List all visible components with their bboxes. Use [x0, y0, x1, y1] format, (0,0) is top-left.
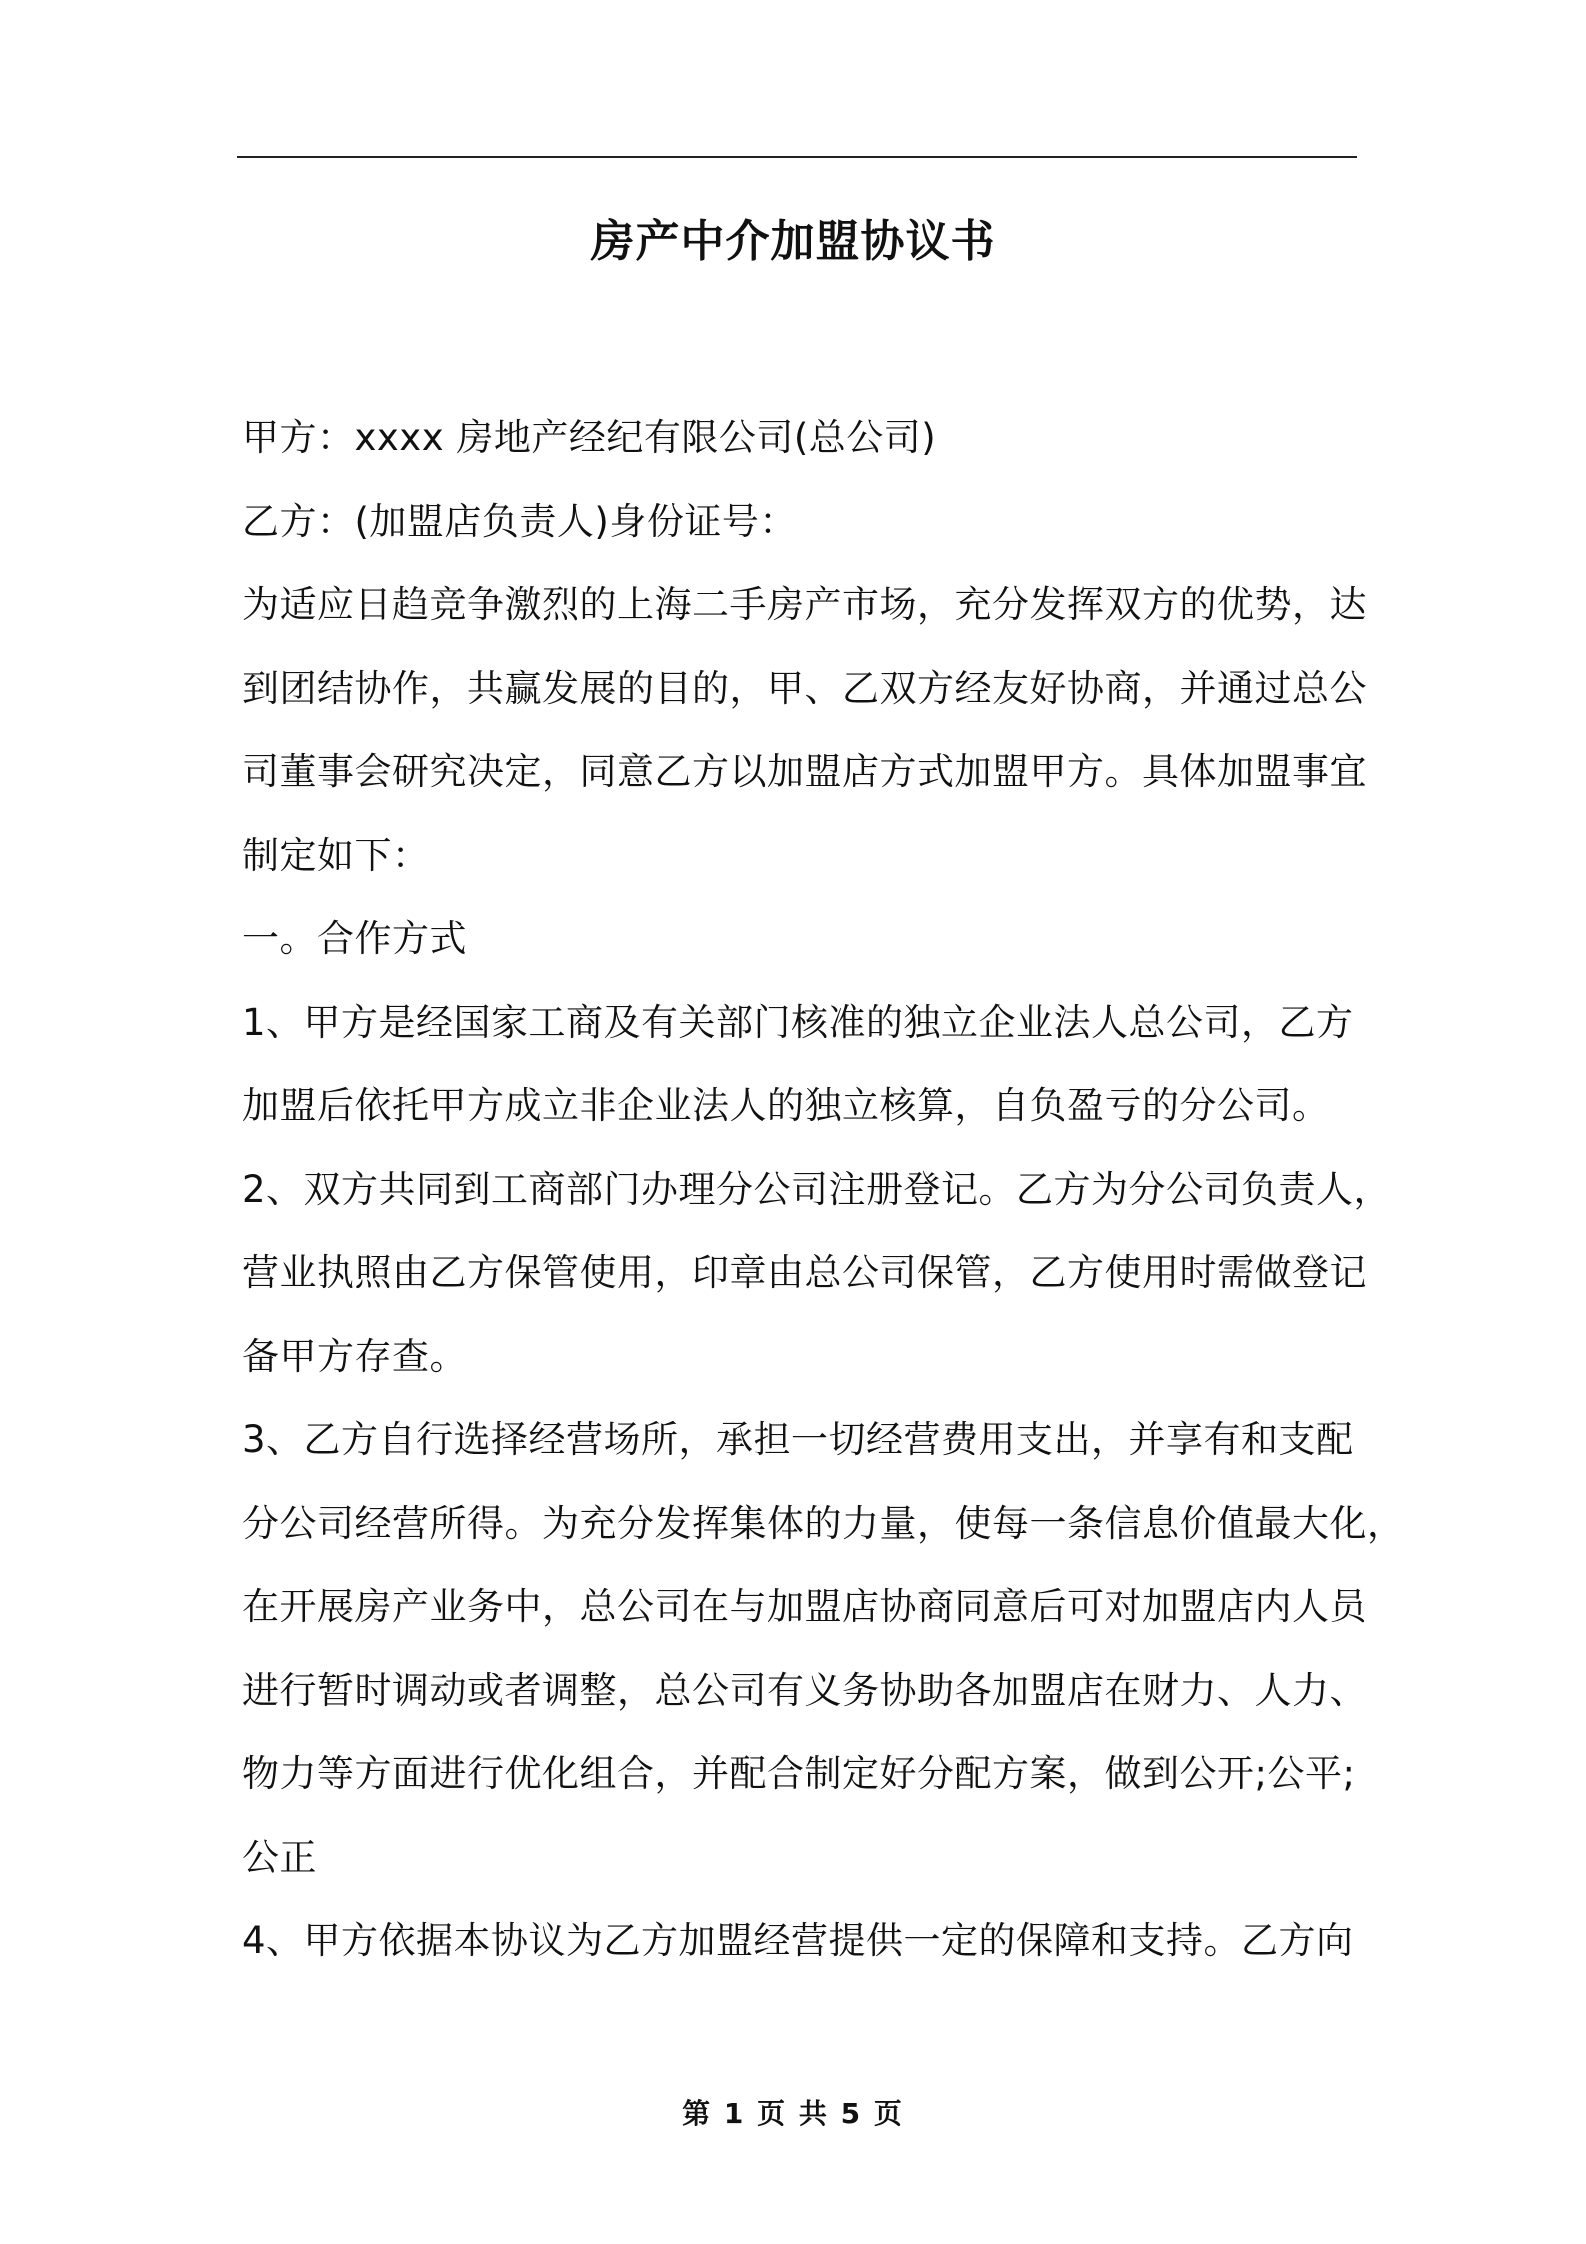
- party-a-line: 甲方：xxxx 房地产经纪有限公司(总公司): [242, 416, 937, 459]
- section-heading: 一。合作方式: [242, 917, 467, 960]
- body-line: 分公司经营所得。为充分发挥集体的力量，使每一条信息价值最大化，: [242, 1501, 1405, 1545]
- body-line: 在开展房产业务中，总公司在与加盟店协商同意后可对加盟店内人员: [242, 1585, 1367, 1628]
- body-line: 2、双方共同到工商部门办理分公司注册登记。乙方为分公司负责人，: [242, 1167, 1392, 1211]
- body-line: 1、甲方是经国家工商及有关部门核准的独立企业法人总公司，乙方: [242, 1000, 1354, 1044]
- document-title: 房产中介加盟协议书: [590, 216, 996, 267]
- body-line: 到团结协作，共赢发展的目的，甲、乙双方经友好协商，并通过总公: [242, 666, 1367, 710]
- party-b-line: 乙方：(加盟店负责人)身份证号：: [242, 499, 797, 543]
- header-rule: [237, 156, 1357, 158]
- body-line: 公正: [242, 1835, 317, 1879]
- document-body: [242, 408, 1405, 1995]
- body-line: 司董事会研究决定，同意乙方以加盟店方式加盟甲方。具体加盟事宜: [242, 750, 1367, 793]
- page-number-footer: 第 1 页 共 5 页: [682, 2097, 904, 2130]
- body-line: 为适应日趋竞争激烈的上海二手房产市场，充分发挥双方的优势，达: [242, 583, 1367, 626]
- body-line: 备甲方存查。: [242, 1334, 467, 1378]
- body-line: 物力等方面进行优化组合，并配合制定好分配方案，做到公开;公平;: [242, 1752, 1356, 1795]
- body-line: 进行暂时调动或者调整，总公司有义务协助各加盟店在财力、人力、: [242, 1668, 1367, 1712]
- body-line: 加盟后依托甲方成立非企业法人的独立核算，自负盈亏的分公司。: [242, 1084, 1330, 1127]
- body-line: 3、乙方自行选择经营场所，承担一切经营费用支出，并享有和支配: [242, 1418, 1354, 1461]
- body-line: 4、甲方依据本协议为乙方加盟经营提供一定的保障和支持。乙方向: [242, 1919, 1354, 1962]
- body-line: 制定如下：: [242, 833, 430, 877]
- body-line: 营业执照由乙方保管使用，印章由总公司保管，乙方使用时需做登记: [242, 1251, 1367, 1294]
